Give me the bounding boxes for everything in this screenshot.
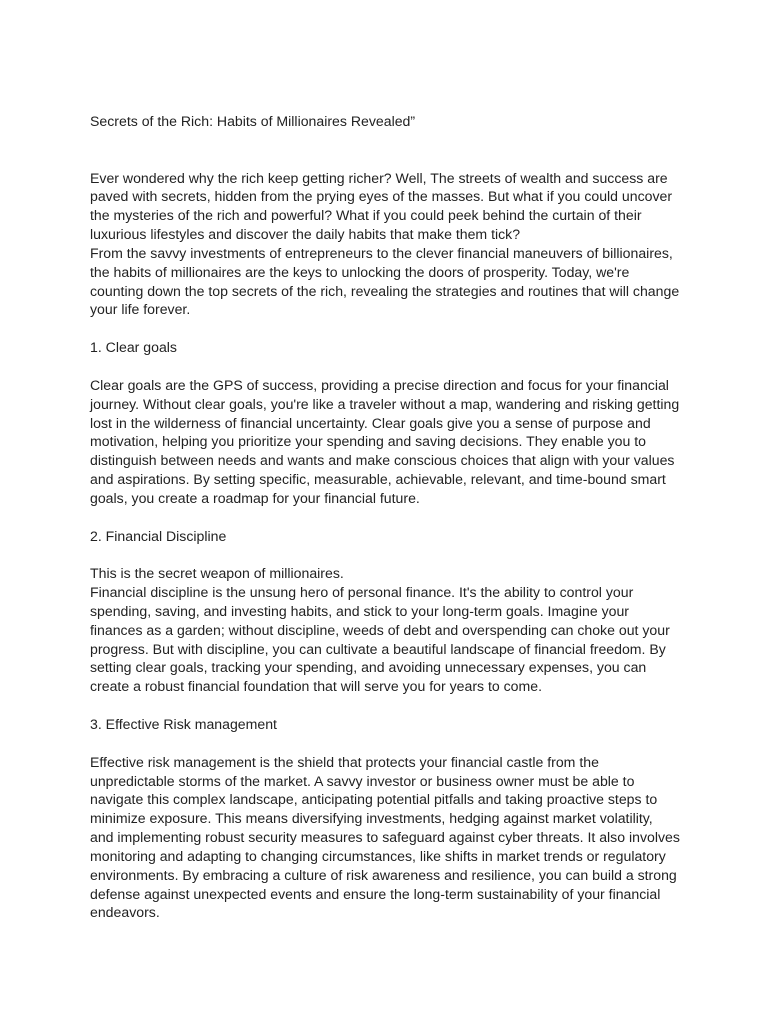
section-heading-financial-discipline: 2. Financial Discipline bbox=[90, 527, 227, 544]
section-paragraph: Clear goals are the GPS of success, providing a precise direction and focus for your financial journey. Without clear goals, you're like a traveler without a map, wandering and risking getting lost in the wilderness of financial uncertainty. Clear goals give you a sense of purpose and motivation, helping you prioritize your spending and saving decisions. They enable you to distinguish between needs and wants and make conscious choices that align with your values and aspirations. By setting specific, measurable, achievable, relevant, and time-bound smart goals, you create a roadmap for your financial future. bbox=[90, 376, 680, 506]
spacer bbox=[90, 131, 680, 169]
spacer bbox=[90, 319, 680, 338]
section-paragraph: This is the secret weapon of millionaires. bbox=[90, 565, 344, 582]
section-heading-clear-goals: 1. Clear goals bbox=[90, 339, 177, 356]
section-heading-risk-management: 3. Effective Risk management bbox=[90, 716, 277, 732]
section-paragraph: Effective risk management is the shield that protects your financial castle from the unpredictable storms of the market. A savvy investor or business owner must be able to navigate this complex landscape, anticipating potential pitfalls and taking proactive steps to minimize exposure. This means diversifying investments, hedging against market volatility, and implementing robust security measures to safeguard against cyber threats. It also involves monitoring and adapting to changing circumstances, like shifts in market trends or regulatory environments. By embracing a culture of risk awareness and resilience, you can build a strong defense against unexpected events and ensure the long-term sustainability of your financial endeavors. bbox=[90, 753, 680, 921]
spacer bbox=[90, 545, 680, 564]
intro-paragraph: From the savvy investments of entrepreneurs to the clever financial maneuvers of billionaires, the habits of millionaires are the keys to unlocking the doors of prosperity. Today, we're counting down the top secrets of the rich, revealing the strategies and routines that will change your life forever. bbox=[90, 244, 680, 318]
document-title: Secrets of the Rich: Habits of Millionaires Revealed” bbox=[90, 113, 416, 129]
spacer bbox=[90, 696, 680, 715]
spacer bbox=[90, 508, 680, 527]
document-page bbox=[90, 112, 680, 922]
section-paragraph: Financial discipline is the unsung hero of personal finance. It's the ability to control your spending, saving, and investing habits, and stick to your long-term goals. Imagine your finances as a garden; without discipline, weeds of debt and overspending can choke out your progress. But with discipline, you can cultivate a beautiful landscape of financial freedom. By setting clear goals, tracking your spending, and avoiding unnecessary expenses, you can create a robust financial foundation that will serve you for years to come. bbox=[90, 584, 670, 695]
spacer bbox=[90, 734, 680, 753]
intro-paragraph: Ever wondered why the rich keep getting richer? Well, The streets of wealth and success are paved with secrets, hidden from the prying eyes of the masses. But what if you could uncover the mysteries of the rich and powerful? What if you could peek behind the curtain of their luxurious lifestyles and discover the daily habits that make them tick? bbox=[90, 169, 673, 243]
spacer bbox=[90, 357, 680, 376]
